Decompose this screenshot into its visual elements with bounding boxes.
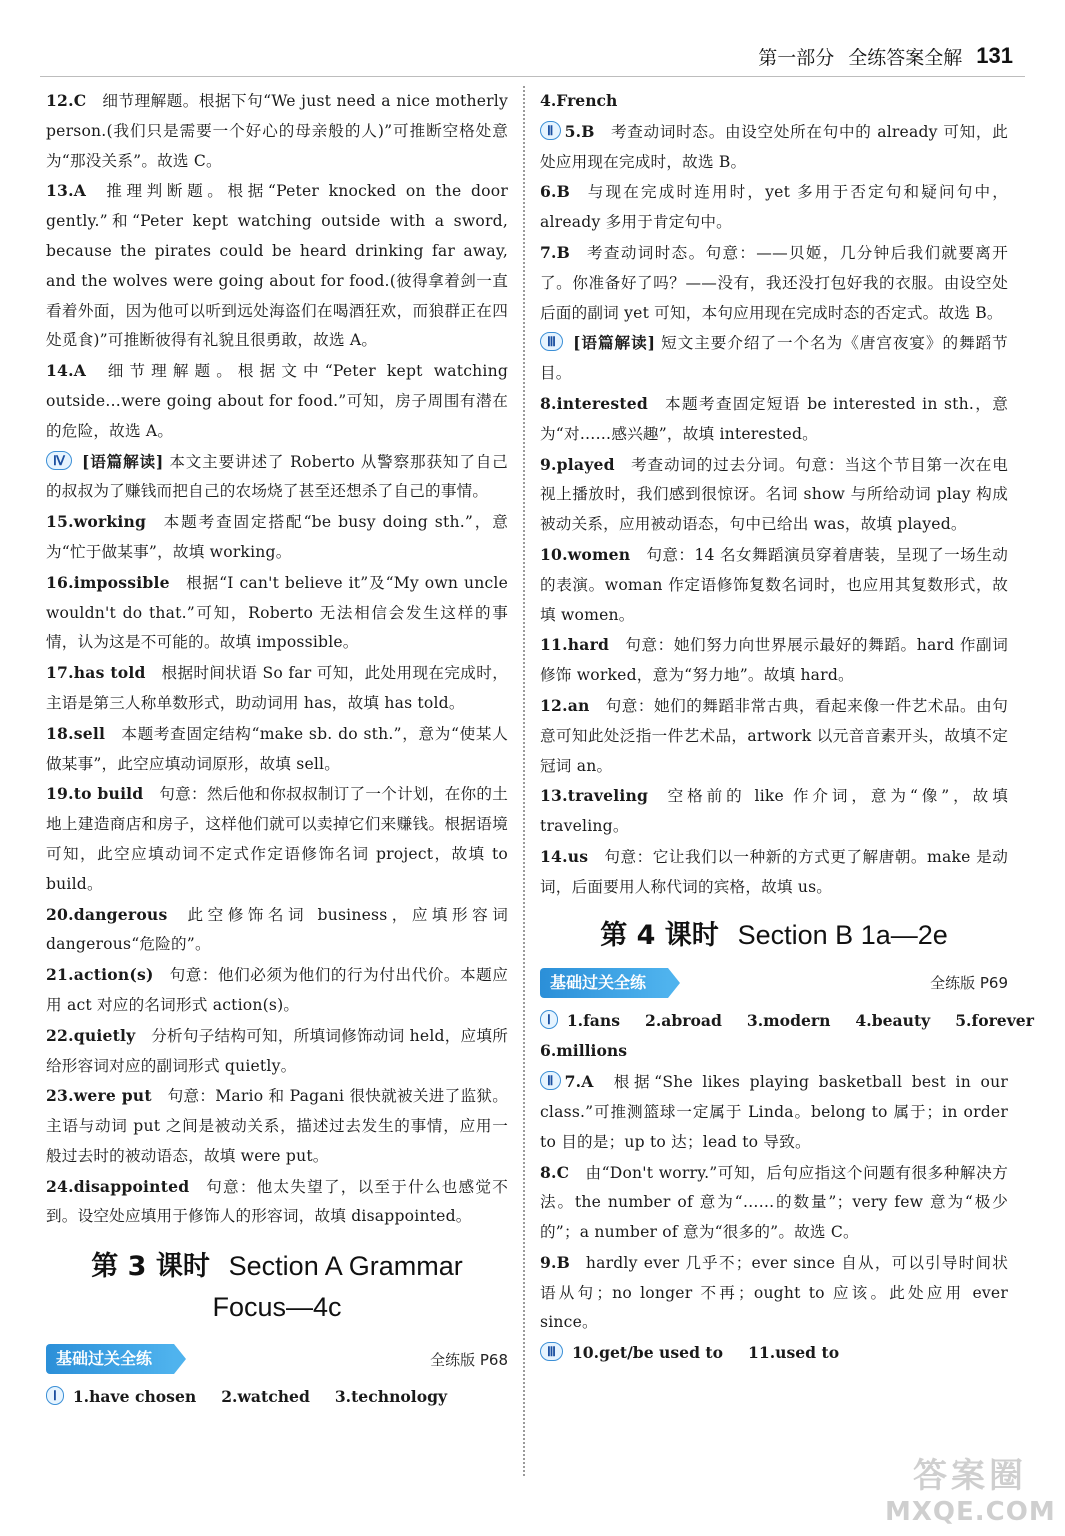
- answer-entry: [540, 1067, 1008, 1157]
- page-number: 131: [976, 43, 1013, 68]
- answer-entry: [540, 177, 1008, 238]
- badge-iv: Ⅳ: [46, 451, 72, 470]
- answer-item: 2.watched: [221, 1387, 310, 1407]
- answer-entry: [46, 86, 508, 176]
- answer-entry: [540, 540, 1008, 630]
- section-badge: Ⅱ: [540, 1071, 561, 1090]
- watermark-url: MXQE.COM: [885, 1497, 1056, 1527]
- header-part: 第一部分: [758, 46, 835, 69]
- answer-explanation: 细节理解题。根据文中“Peter kept watching outside…were going about for food.”可知，房子周围有潜在的危险，故选 A。: [46, 362, 508, 440]
- answers-line-i-right: [540, 1006, 1034, 1037]
- answer-entry: [46, 176, 508, 356]
- column-divider: [523, 86, 525, 1476]
- right-column: [540, 86, 1034, 1369]
- answer-entry-body: [540, 1248, 1008, 1338]
- answer-number: 14.us: [540, 846, 589, 866]
- answers-line-i-right-2: [540, 1036, 1008, 1067]
- practice-ref: 全练版 P69: [930, 974, 1008, 993]
- page-header: [758, 38, 1013, 74]
- answer-entry-body: [540, 238, 1008, 328]
- answer-entry: [540, 1248, 1008, 1338]
- answer-number: 7.A: [564, 1072, 594, 1092]
- answer-number: 10.women: [540, 544, 631, 564]
- answer-entry-body: [46, 658, 508, 719]
- answer-explanation: 细节理解题。根据下句“We just need a nice motherly person.(我们只是需要一个好心的母亲般的人)”可推断空格处意为“那没关系”。故选 C。: [46, 92, 508, 170]
- practice-ref: 全练版 P68: [430, 1350, 508, 1369]
- badge-i: Ⅰ: [540, 1010, 558, 1029]
- answer-explanation: 本题考查固定结构“make sb. do sth.”，意为“使某人做某事”，此空应填动词原形，故填 sell。: [46, 724, 508, 773]
- badge-iii: Ⅲ: [540, 332, 563, 351]
- answer-entry-body: [46, 86, 508, 176]
- section-4-en: Section B 1a—2e: [737, 919, 948, 950]
- practice-bar-left: [46, 1342, 508, 1376]
- answer-entry-body: [540, 450, 1008, 540]
- answer-explanation: 句意：他们必须为他们的行为付出代价。本题应用 act 对应的名词形式 action(s)。: [46, 966, 508, 1014]
- badge-iii: Ⅲ: [540, 1342, 563, 1361]
- answer-entry-body: [46, 1081, 508, 1171]
- answer-explanation: 由“Don't worry.”可知，后句应指这个问题有很多种解决方法。the number of 意为“……的数量”；very few 意为“极少的”；a number of 意为“很多的”。故选 C。: [540, 1163, 1008, 1242]
- section-3-cn: 第 3 课时: [91, 1251, 210, 1283]
- answer-entry-body: [46, 507, 508, 568]
- answer-explanation: 句意：她们的舞蹈非常古典，看起来像一件艺术品。由句意可知此处泛指一件艺术品，artwork 以元音音素开头，故填不定冠词 an。: [540, 696, 1008, 775]
- answer-entry-body: [540, 781, 1008, 842]
- answer-explanation: 句意：14 名女舞蹈演员穿着唐装，呈现了一场生动的表演。woman 作定语修饰复数名词时，也应用其复数形式，故填 women。: [540, 545, 1008, 624]
- watermark-text: 答案圈: [913, 1456, 1027, 1496]
- answer-item: 6.millions: [540, 1041, 627, 1061]
- left-column: [46, 86, 508, 1413]
- answer-number: 13.traveling: [540, 786, 649, 806]
- answer-entry-body: [46, 719, 508, 780]
- answer-explanation: 考查动词时态。由设空处所在句中的 already 可知，此处应用现在完成时，故选 B。: [540, 122, 1008, 171]
- header-rule: [40, 76, 1025, 77]
- answer-explanation: 此空修饰名词 business，应填形容词 dangerous“危险的”。: [46, 905, 508, 954]
- answer-entry: [540, 691, 1008, 781]
- passage-note-iii: [540, 328, 1008, 389]
- answer-explanation: 句意：他太失望了，以至于什么也感觉不到。设空处应填用于修饰人的形容词，故填 disappointed。: [46, 1177, 508, 1226]
- answer-entry: [46, 779, 508, 899]
- answer-item: 3.technology: [334, 1387, 448, 1407]
- answer-number: 5.B: [564, 121, 595, 141]
- answer-number: 8.C: [540, 1162, 570, 1182]
- passage-text: 本文主要讲述了 Roberto 从警察那获知了自己的叔叔为了赚钱而把自己的农场烧了甚至还想杀了自己的事情。: [46, 452, 508, 501]
- answer-item: 4.French: [540, 91, 618, 110]
- answer-number: 17.has told: [46, 663, 146, 683]
- answer-item: 1.have chosen: [72, 1387, 197, 1407]
- passage-label: [语篇解读]: [82, 451, 164, 471]
- answer-explanation: 根据“I can't believe it”及“My own uncle wouldn't do that.”可知，Roberto 无法相信会发生这样的事情，认为这是不可能的。故填 impossible。: [46, 573, 508, 652]
- answer-number: 15.working: [46, 512, 147, 532]
- answer-entry: [46, 1172, 508, 1233]
- answer-number: 12.an: [540, 695, 590, 715]
- answer-entry-body: [540, 389, 1008, 450]
- answer-entry: [540, 630, 1008, 691]
- answer-entry-body: [46, 779, 508, 899]
- answer-explanation: 推理判断题。根据“Peter knocked on the door gently.”和“Peter kept watching outside with a sword, because the pirates could be heard drinking far away, and the wolves were going about for food.(彼得拿着剑一直看着外面，因为他可以听到远处海盗们在喝酒狂欢，而狼群正在四处觅食)”可推断彼得有礼貌且很勇敢，故选 A。: [46, 182, 508, 350]
- answer-number: 16.impossible: [46, 572, 170, 592]
- answer-entry-body: [540, 177, 1008, 238]
- answer-number: 12.C: [46, 91, 87, 110]
- answer-entry: [46, 719, 508, 780]
- answer-item: 4.beauty: [855, 1010, 931, 1030]
- answer-entry: [540, 117, 1008, 178]
- header-title: 全练答案全解: [848, 46, 963, 69]
- answer-item: 11.used to: [748, 1343, 840, 1363]
- answer-number: 11.hard: [540, 635, 610, 655]
- answer-entry-body: [540, 691, 1008, 781]
- practice-bar-right: [540, 966, 1008, 1000]
- answer-entry: [540, 781, 1008, 842]
- passage-label: [语篇解读]: [573, 333, 656, 353]
- answer-explanation: 句意：Mario 和 Pagani 很快就被关进了监狱。主语与动词 put 之间是被动关系，描述过去发生的事情，应用一般过去时的被动语态，故填 were put。: [46, 1087, 509, 1165]
- answer-explanation: 考查动词时态。句意：——贝姬，几分钟后我们就要离开了。你准备好了吗？——没有，我还没打包好我的衣服。由设空处后面的副词 yet 可知，本句应用现在完成时态的否定式。故选 B。: [540, 243, 1008, 322]
- answer-entry: [46, 658, 508, 719]
- passage-text: 短文主要介绍了一个名为《唐宫夜宴》的舞蹈节目。: [540, 334, 1008, 383]
- answer-entry-body: [46, 900, 508, 961]
- answer-entry-body: [46, 1021, 508, 1082]
- answer-explanation: 根据“She likes playing basketball best in our class.”可推测篮球一定属于 Linda。belong to 属于；in order to 目的是；up to 达；lead to 导致。: [540, 1073, 1008, 1151]
- answer-top-line: [540, 86, 1008, 117]
- passage-note-iv: [46, 447, 508, 508]
- answer-entry-body: [540, 1067, 1008, 1157]
- answer-entry-body: [540, 1158, 1008, 1248]
- answer-entry: [540, 450, 1008, 540]
- answer-entry-body: [46, 176, 508, 356]
- answer-entry: [46, 960, 508, 1021]
- answer-explanation: 空格前的 like 作介词，意为“像”，故填 traveling。: [540, 787, 1008, 836]
- answer-entry: [46, 1081, 508, 1171]
- answer-entry: [540, 1158, 1008, 1248]
- answer-number: 7.B: [540, 242, 571, 262]
- answer-number: 24.disappointed: [46, 1176, 190, 1196]
- answer-number: 6.B: [540, 182, 571, 202]
- answer-number: 8.interested: [540, 393, 649, 413]
- answer-item: 10.get/be used to: [571, 1343, 724, 1363]
- section-badge: Ⅱ: [540, 121, 561, 140]
- section-4-cn: 第 4 课时: [600, 919, 719, 951]
- answer-number: 18.sell: [46, 723, 106, 743]
- answer-entry: [46, 356, 508, 446]
- answer-number: 13.A: [46, 181, 87, 201]
- answer-item: 2.abroad: [645, 1010, 722, 1030]
- answer-number: 23.were put: [46, 1086, 152, 1106]
- answer-item: 5.forever: [955, 1010, 1034, 1030]
- answer-item: 3.modern: [746, 1010, 831, 1030]
- answer-entry-body: [46, 960, 508, 1021]
- answer-explanation: hardly ever 几乎不；ever since 自从，可以引导时间状语从句；no longer 不再；ought to 应该。此处应用 ever since。: [540, 1253, 1008, 1332]
- answer-entry-body: [540, 842, 1008, 903]
- section-title-4: [540, 913, 1008, 958]
- answer-number: 9.B: [540, 1252, 571, 1272]
- answer-number: 22.quietly: [46, 1025, 136, 1045]
- answer-entry: [46, 1021, 508, 1082]
- section-title-3: [46, 1246, 508, 1328]
- answers-line-i-left: [46, 1382, 508, 1413]
- answer-entry: [46, 900, 508, 961]
- answer-number: 9.played: [540, 454, 615, 474]
- answer-entry: [46, 507, 508, 568]
- answer-entry: [540, 842, 1008, 903]
- answer-entry-body: [46, 1172, 508, 1233]
- answer-entry: [540, 389, 1008, 450]
- practice-tag: 基础过关全练: [540, 968, 668, 998]
- answer-explanation: 句意：她们努力向世界展示最好的舞蹈。hard 作副词修饰 worked，意为“努力地”。故填 hard。: [540, 636, 1008, 685]
- answer-explanation: 与现在完成时连用时，yet 多用于否定句和疑问句中，already 多用于肯定句中。: [540, 183, 1008, 232]
- answer-entry: [540, 238, 1008, 328]
- answer-entry-body: [540, 630, 1008, 691]
- answer-explanation: 考查动词的过去分词。句意：当这个节目第一次在电视上播放时，我们感到很惊讶。名词 show 与所给动词 play 构成被动关系，应用被动语态，句中已给出 was，故填 played。: [540, 455, 1008, 534]
- answer-explanation: 本题考查固定搭配“be busy doing sth.”，意为“忙于做某事”，故填 working。: [46, 513, 508, 561]
- answer-number: 19.to build: [46, 784, 144, 804]
- answer-entry: [46, 568, 508, 658]
- section-3-en2: Focus—4c: [212, 1292, 342, 1323]
- answer-number: 21.action(s): [46, 965, 154, 985]
- section-3-en1: Section A Grammar: [228, 1251, 463, 1282]
- badge-i: Ⅰ: [46, 1386, 64, 1405]
- answers-line-iii-right: [540, 1338, 1008, 1369]
- answer-explanation: 句意：它让我们以一种新的方式更了解唐朝。make 是动词，后面要用人称代词的宾格，故填 us。: [540, 847, 1008, 896]
- answer-explanation: 分析句子结构可知，所填词修饰动词 held，应填所给形容词对应的副词形式 quietly。: [46, 1026, 508, 1075]
- answer-number: 14.A: [46, 361, 87, 381]
- watermark-logo: [885, 1448, 1055, 1528]
- answer-item: 1.fans: [566, 1010, 621, 1030]
- answer-explanation: 句意：然后他和你叔叔制订了一个计划，在你的土地上建造商店和房子，这样他们就可以卖掉它们来赚钱。根据语境可知，此空应填动词不定式作定语修饰名词 project，故填 to build。: [46, 785, 508, 893]
- answer-entry-body: [540, 117, 1008, 178]
- answer-entry-body: [540, 540, 1008, 630]
- answer-explanation: 根据时间状语 So far 可知，此处用现在完成时，主语是第三人称单数形式，助动词用 has，故填 has told。: [46, 664, 508, 712]
- answer-entry-body: [46, 568, 508, 658]
- answer-number: 20.dangerous: [46, 904, 168, 924]
- answer-entry-body: [46, 356, 508, 446]
- answer-explanation: 本题考查固定短语 be interested in sth.，意为“对……感兴趣”，故填 interested。: [540, 394, 1008, 443]
- practice-tag: 基础过关全练: [46, 1344, 174, 1374]
